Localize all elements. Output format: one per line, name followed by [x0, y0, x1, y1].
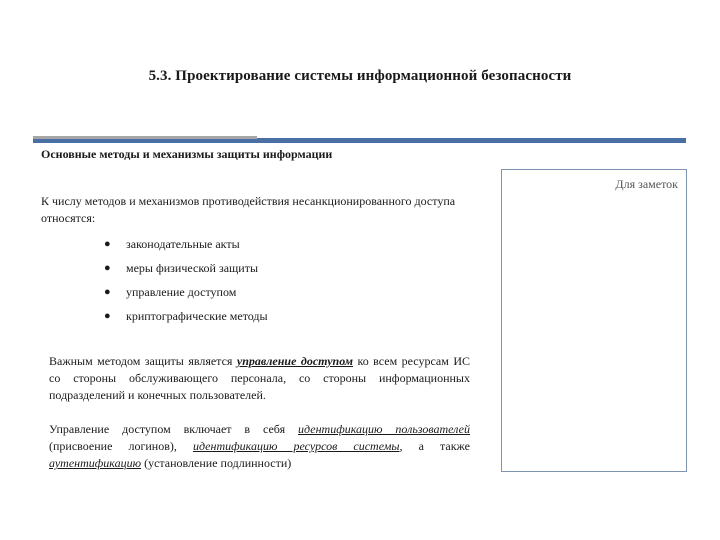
bullet-icon: ●	[104, 286, 111, 298]
paragraph-identification	[49, 421, 470, 472]
para-text: , а также	[399, 439, 471, 453]
list-item-label: меры физической защиты	[126, 261, 259, 275]
notes-box[interactable]	[501, 169, 687, 472]
paragraph-access-control	[49, 353, 470, 404]
bullet-icon: ●	[104, 262, 111, 274]
emphasis-term: идентификацию пользователей	[298, 422, 470, 436]
para-text: (присвоение логинов),	[49, 439, 193, 453]
list-item-label: криптографические методы	[126, 309, 268, 323]
list-item	[104, 235, 268, 259]
list-item	[104, 283, 268, 307]
para-text: Управление доступом включает в себя	[49, 422, 299, 436]
emphasis-term: управление доступом	[236, 354, 353, 368]
intro-text: К числу методов и механизмов противодействия несанкционированного доступа относятся:	[41, 194, 456, 225]
para-text: Важным методом защиты является	[49, 354, 237, 368]
section-subheading: Основные методы и механизмы защиты информации	[41, 147, 333, 161]
para-text: (установление подлинности)	[141, 456, 292, 470]
methods-list	[104, 235, 268, 331]
para-text: ко всем ресурсам ИС со стороны обслуживающего персонала, со стороны информационных подразделений и конечных пользователей.	[49, 354, 470, 402]
emphasis-term: аутентификацию	[49, 456, 142, 470]
bullet-icon: ●	[104, 238, 111, 250]
list-item-label: законодательные акты	[126, 237, 240, 251]
accent-rule-grey	[33, 136, 257, 139]
slide-title: 5.3. Проектирование системы информационной безопасности	[148, 68, 572, 84]
list-item-label: управление доступом	[126, 285, 237, 299]
notes-label: Для заметок	[615, 177, 678, 191]
bullet-icon: ●	[104, 310, 111, 322]
list-item	[104, 307, 268, 331]
emphasis-term: идентификацию ресурсов системы	[192, 439, 400, 453]
list-item	[104, 259, 268, 283]
